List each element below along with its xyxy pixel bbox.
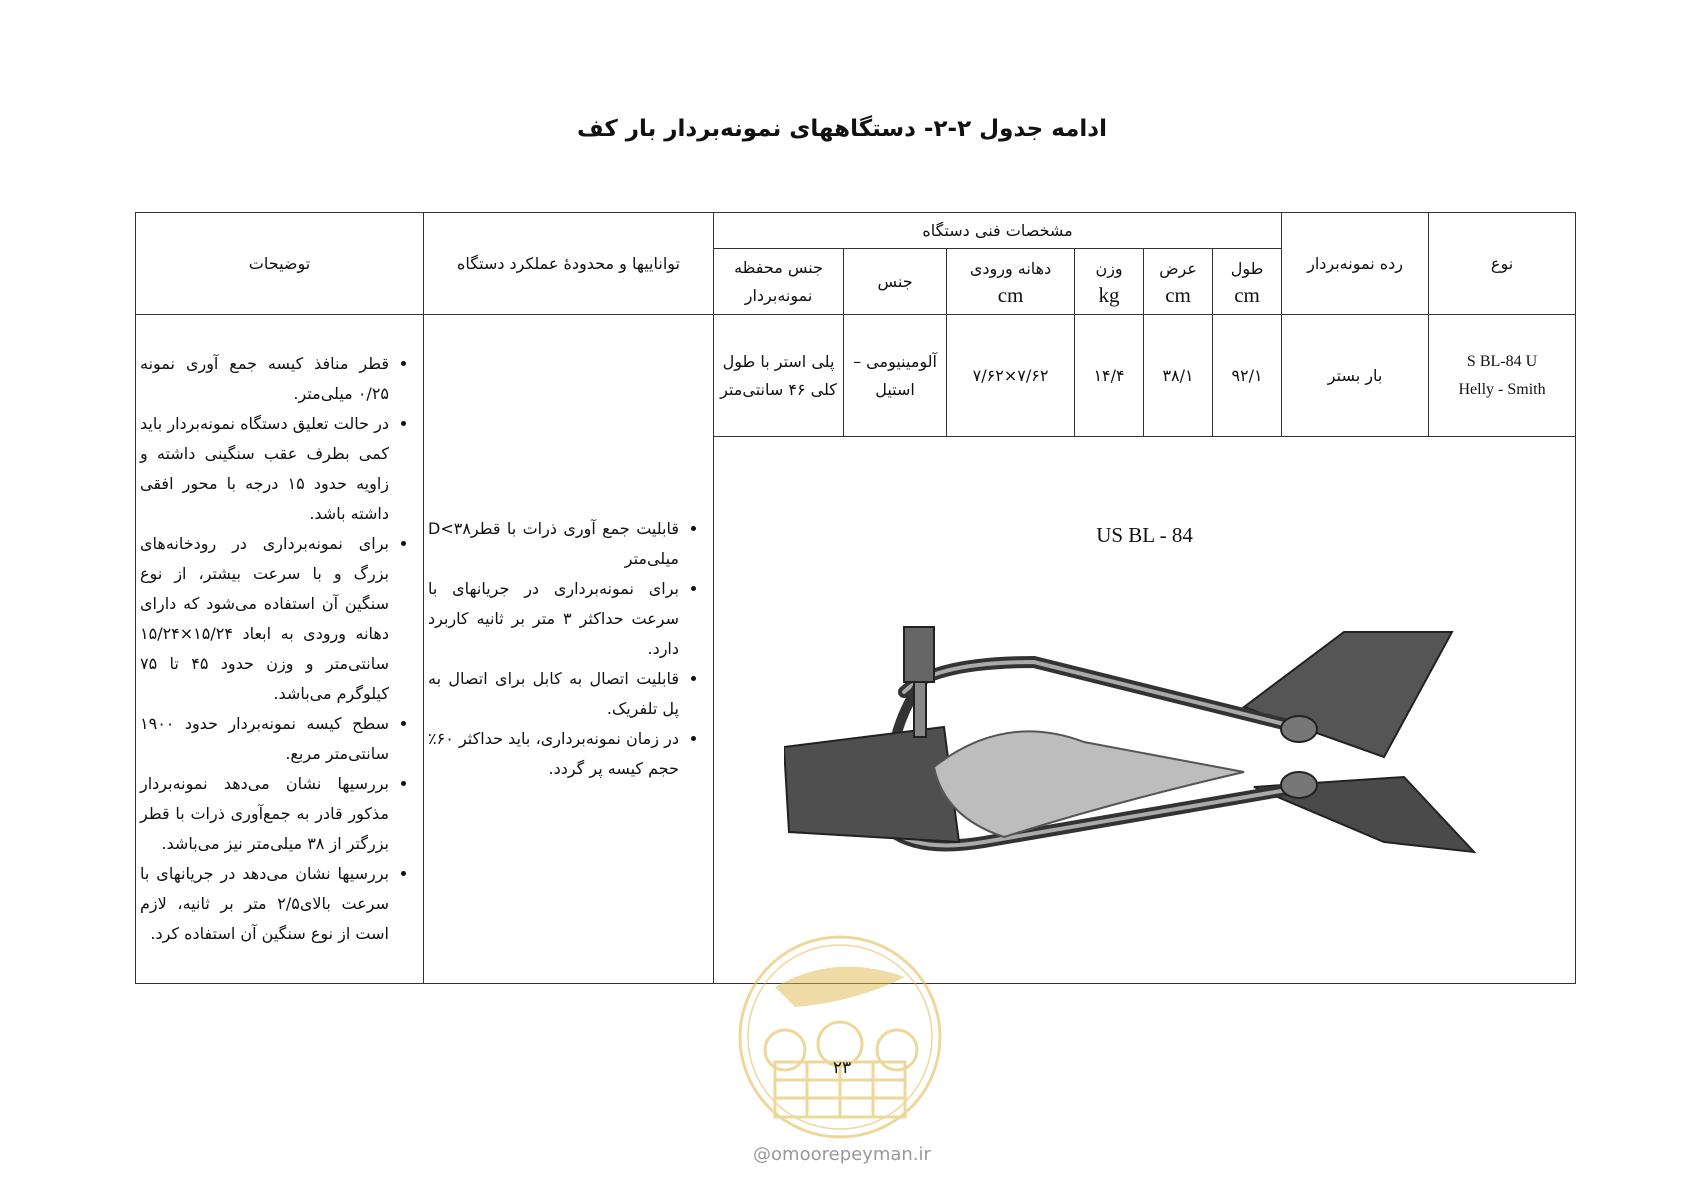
header-bag-material: جنس محفظه نمونه‌بردار (714, 249, 844, 315)
list-item: • سطح کیسه نمونه‌بردار حدود ۱۹۰۰ سانتی‌متر مربع. (140, 709, 389, 769)
cell-material: آلومینیومی – استیل (844, 315, 947, 437)
table-row (136, 315, 1576, 437)
watermark-url: @omoorepeyman.ir (753, 1144, 931, 1165)
list-item: • برای نمونه‌برداری در جریانهای با سرعت حداکثر ۳ متر بر ثانیه کاربرد دارد. (428, 574, 679, 664)
header-row-1 (136, 213, 1576, 249)
cell-category: بار بستر (1282, 315, 1429, 437)
omoorepeyman-logo-icon (735, 932, 945, 1142)
cell-length: ۹۲/۱ (1213, 315, 1282, 437)
table-title: ادامه جدول ۲-۲- دستگاههای نمونه‌بردار بار کف (577, 116, 1107, 142)
header-notes: توضیحات (136, 213, 424, 315)
page-number: ۲۳ (832, 1058, 852, 1078)
cell-type: S BL-84 U Helly - Smith (1429, 315, 1576, 437)
cell-inlet: ۷/۶۲×۷/۶۲ (947, 315, 1075, 437)
cell-width: ۳۸/۱ (1144, 315, 1213, 437)
sampler-table (135, 212, 1576, 984)
cell-weight: ۱۴/۴ (1075, 315, 1144, 437)
sampler-image-cell (714, 437, 1576, 984)
header-capabilities: تواناییها و محدودهٔ عملکرد دستگاه (424, 213, 714, 315)
list-item: • قابلیت اتصال به کابل برای اتصال به پل تلفریک. (428, 664, 679, 724)
cell-capabilities (424, 315, 714, 984)
header-category: رده نمونه‌بردار (1282, 213, 1429, 315)
cell-bag-material: پلی استر با طول کلی ۴۶ سانتی‌متر (714, 315, 844, 437)
list-item: • برای نمونه‌برداری در رودخانه‌های بزرگ و با سرعت بیشتر، از نوع سنگین آن استفاده می‌شود که دارای دهانه ورودی به ابعاد ۱۵/۲۴×۱۵/۲۴ سانتی‌متر و وزن حدود ۴۵ تا ۷۵ کیلوگرم می‌باشد. (140, 529, 389, 709)
list-item: • قطر منافذ کیسه جمع آوری نمونه ۰/۲۵ میلی‌متر. (140, 349, 389, 409)
list-item: • در حالت تعلیق دستگاه نمونه‌بردار باید کمی بطرف عقب سنگینی داشته و زاویه حدود ۱۵ درجه با محور افقی داشته باشد. (140, 409, 389, 529)
bedload-sampler-illustration (784, 617, 1504, 877)
list-item: • قابلیت جمع آوری ذرات با قطرD<۳۸ میلی‌متر (428, 514, 679, 574)
image-label: US BL - 84 (1096, 523, 1193, 547)
list-item: • در زمان نمونه‌برداری، باید حداکثر ۶۰٪ حجم کیسه پر گردد. (428, 724, 679, 784)
header-inlet: دهانه ورودی cm (947, 249, 1075, 315)
header-type: نوع (1429, 213, 1576, 315)
cell-notes (136, 315, 424, 984)
header-specs-group: مشخصات فنی دستگاه (714, 213, 1282, 249)
header-material: جنس (844, 249, 947, 315)
header-weight: وزن kg (1075, 249, 1144, 315)
header-width: عرض cm (1144, 249, 1213, 315)
list-item: • بررسیها نشان می‌دهد نمونه‌بردار مذکور قادر به جمع‌آوری ذرات با قطر بزرگتر از ۳۸ میلی‌متر نیز می‌باشد. (140, 769, 389, 859)
header-length: طول cm (1213, 249, 1282, 315)
list-item: • بررسیها نشان می‌دهد در جریانهای با سرعت بالای۲/۵ متر بر ثانیه، لازم است از نوع سنگین آن استفاده کرد. (140, 859, 389, 949)
